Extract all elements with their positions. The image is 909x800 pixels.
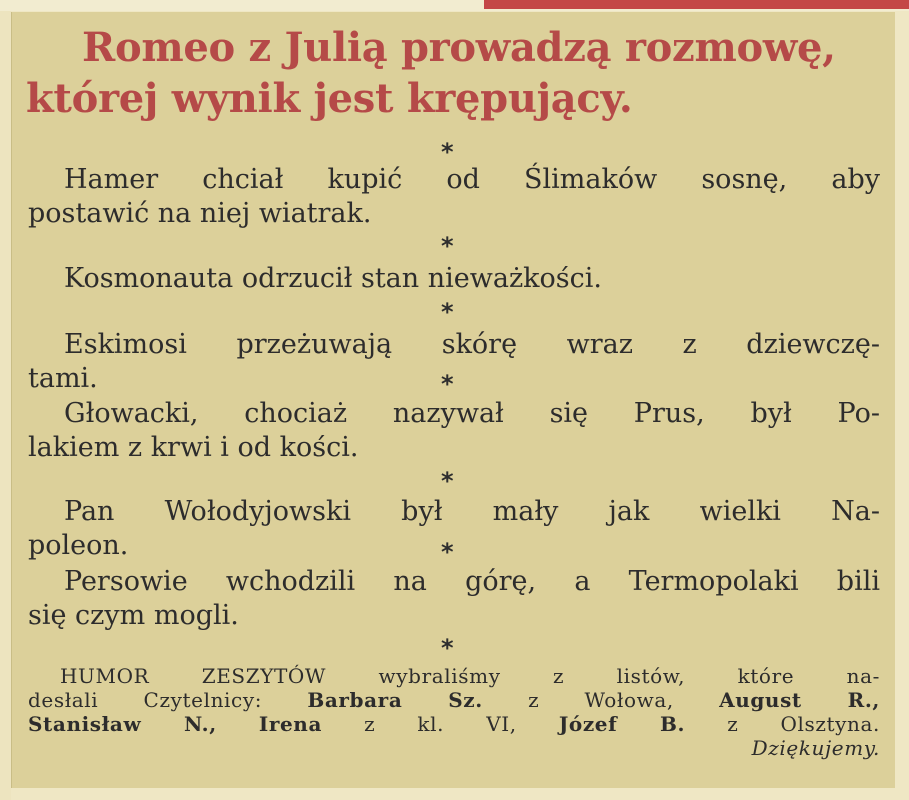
separator-star-7: * (441, 634, 454, 662)
page-margin (0, 0, 11, 800)
footer-text: z Wołowa, (482, 688, 720, 712)
footer-text: desłali Czytelnicy: (28, 688, 308, 712)
contributor-name: August R., (719, 688, 880, 712)
item-line: poleon. (28, 530, 129, 561)
separator-star-3: * (441, 298, 454, 326)
red-strip-decoration (484, 0, 909, 9)
item-line: lakiem z krwi i od kości. (28, 432, 359, 463)
item-line: tami. (28, 363, 98, 394)
separator-star-4: * (441, 370, 454, 398)
footer-line (28, 664, 880, 688)
footer-text: z Olsztyna. (685, 712, 880, 736)
item-line: Pan Wołodyjowski był mały jak wielki Na- (64, 496, 880, 527)
list-item (28, 163, 880, 231)
thanks-text: Dziękujemy. (751, 736, 880, 760)
list-item (28, 262, 880, 296)
separator-star-1: * (441, 138, 454, 166)
separator-star-5: * (441, 467, 454, 495)
credits-footer (28, 664, 880, 760)
item-line: Eskimosi przeżuwają skórę wraz z dziewczę- (64, 329, 880, 360)
item-line: się czym mogli. (28, 600, 239, 631)
title-line-1: Romeo z Julią prowadzą rozmowę, (82, 24, 836, 71)
footer-text: z kl. VI, (322, 712, 559, 736)
contributor-name: Irena (258, 712, 323, 736)
list-item (28, 397, 880, 465)
footer-text (217, 712, 259, 736)
contributor-name: Stanisław N., (28, 712, 217, 736)
contributor-name: Józef B. (558, 712, 686, 736)
item-line: Głowacki, chociaż nazywał się Prus, był Po- (64, 398, 880, 429)
separator-star-2: * (441, 232, 454, 260)
list-item (28, 565, 880, 633)
article-title (26, 22, 886, 124)
item-line: postawić na niej wiatrak. (28, 198, 372, 229)
item-line: Kosmonauta odrzucił stan nieważkości. (64, 263, 602, 294)
footer-line (28, 712, 880, 736)
title-line-2: której wynik jest krępujący. (26, 75, 633, 122)
footer-lead: HUMOR ZESZYTÓW (60, 664, 327, 688)
contributor-name: Barbara Sz. (307, 688, 483, 712)
list-item (28, 328, 880, 396)
separator-star-6: * (441, 538, 454, 566)
footer-text: wybraliśmy z listów, które na- (326, 664, 880, 688)
item-line: Persowie wchodzili na górę, a Termopolaki bili (64, 566, 880, 597)
item-line: Hamer chciał kupić od Ślimaków sosnę, aby (64, 164, 880, 195)
list-item (28, 495, 880, 563)
footer-line (28, 688, 880, 712)
